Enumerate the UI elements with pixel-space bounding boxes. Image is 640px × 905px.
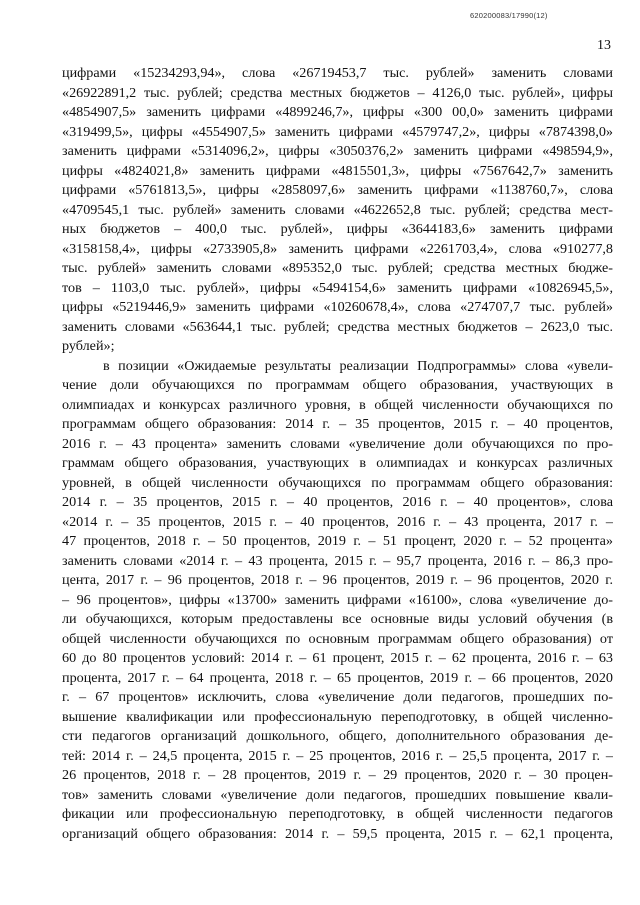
- text-line: рублей»;: [62, 338, 115, 354]
- text-line: «2014 г. – 35 процентов, 2015 г. – 40 процентов, 2016 г. – 43 процента, 2017 г. –: [62, 513, 613, 530]
- text-line: г. – 67 процентов» исключить, слова «увеличение доли педагогов, прошедших по-: [62, 689, 613, 705]
- text-line: вышение квалификации или профессиональную переподготовку, в общей численно-: [62, 708, 613, 725]
- document-code: 620200083/17990(12): [470, 11, 548, 20]
- text-line: цента, 2017 г. – 96 процентов, 2018 г. – 96 процентов, 2019 г. – 96 процентов, 2020 г.: [62, 572, 613, 588]
- text-line: ных бюджетов – 400,0 тыс. рублей», цифры «3644183,6» заменить цифрами: [62, 221, 613, 237]
- text-line: цифрами «5761813,5», цифры «2858097,6» заменить цифрами «1138760,7», слова: [62, 182, 613, 198]
- text-line: тей: 2014 г. – 24,5 процента, 2015 г. – 25 процентов, 2016 г. – 25,5 процента, 2017 г. –: [62, 747, 613, 764]
- document-body: [62, 64, 613, 844]
- paragraph-start-line: в позиции «Ожидаемые результаты реализации Подпрограммы» слова «увели-: [103, 357, 613, 374]
- text-line: граммам общего образования, участвующих в олимпиадах и конкурсах различных: [62, 455, 613, 471]
- text-line: 26 процентов, 2018 г. – 28 процентов, 2019 г. – 29 процентов, 2020 г. – 30 процен-: [62, 767, 613, 783]
- text-line: сти педагогов организаций дошкольного, общего, дополнительного образования де-: [62, 728, 613, 744]
- text-line: организаций общего образования: 2014 г. – 59,5 процента, 2015 г. – 62,1 процента,: [62, 825, 613, 842]
- text-line: чение доли обучающихся по программам общего образования, участвующих в: [62, 377, 613, 393]
- text-line: общей численности обучающихся по основным программам общего образования) от: [62, 630, 613, 647]
- text-line: заменить цифрами «5314096,2», цифры «3050376,2» заменить цифрами «498594,9»,: [62, 143, 613, 159]
- text-line: процента, 2017 г. – 64 процента, 2018 г. – 65 процентов, 2019 г. – 66 процентов, 2020: [62, 669, 613, 686]
- text-line: фикации или профессиональную переподготовку, в общей численности педагогов: [62, 806, 613, 822]
- text-line: «319499,5», цифры «4554907,5» заменить цифрами «4579747,2», цифры «7874398,0»: [62, 123, 613, 140]
- text-line: программам общего образования: 2014 г. – 35 процентов, 2015 г. – 40 процентов,: [62, 416, 613, 432]
- text-line: заменить словами «2014 г. – 43 процента, 2015 г. – 95,7 процента, 2016 г. – 86,3 про-: [62, 552, 613, 569]
- text-line: 2014 г. – 35 процентов, 2015 г. – 40 процентов, 2016 г. – 40 процентов», слова: [62, 494, 613, 510]
- text-line: цифрами «15234293,94», слова «26719453,7 тыс. рублей» заменить словами: [62, 65, 613, 81]
- text-line: «4854907,5» заменить цифрами «4899246,7», цифры «300 00,0» заменить цифрами: [62, 104, 613, 120]
- text-line: уровней, в общей численности обучающихся по программам общего образования:: [62, 474, 613, 491]
- text-line: цифры «4824021,8» заменить цифрами «4815501,3», цифры «7567642,7» заменить: [62, 162, 613, 179]
- text-line: «4709545,1 тыс. рублей» заменить словами «4622652,8 тыс. рублей; средства мест-: [62, 201, 613, 218]
- text-line: 60 до 80 процентов условий: 2014 г. – 61 процент, 2015 г. – 62 процента, 2016 г. – 63: [62, 650, 613, 666]
- text-line: заменить словами «563644,1 тыс. рублей; средства местных бюджетов – 2623,0 тыс.: [62, 318, 613, 335]
- text-line: – 96 процентов», цифры «13700» заменить цифрами «16100», слова «увеличение до-: [62, 591, 613, 608]
- page-number: 13: [597, 38, 611, 53]
- text-line: 2016 г. – 43 процента» заменить словами «увеличение доли обучающихся по про-: [62, 435, 613, 452]
- text-line: цифры «5219446,9» заменить цифрами «10260678,4», слова «274707,7 тыс. рублей»: [62, 299, 613, 315]
- text-line: 47 процентов, 2018 г. – 50 процентов, 2019 г. – 51 процент, 2020 г. – 52 процента»: [62, 533, 613, 549]
- text-line: олимпиадах и конкурсах различного уровня, в общей численности обучающихся по: [62, 396, 613, 413]
- text-line: «26922891,2 тыс. рублей; средства местных бюджетов – 4126,0 тыс. рублей», цифры: [62, 84, 613, 101]
- text-line: тыс. рублей» заменить словами «895352,0 тыс. рублей; средства местных бюдже-: [62, 260, 613, 276]
- text-line: тов» заменить словами «увеличение доли педагогов, прошедших повышение квали-: [62, 786, 613, 803]
- text-line: «3158158,4», цифры «2733905,8» заменить цифрами «2261703,4», слова «910277,8: [62, 240, 613, 257]
- text-line: тов – 1103,0 тыс. рублей», цифры «5494154,6» заменить цифрами «10826945,5»,: [62, 279, 613, 296]
- text-line: ли обучающихся, которым предоставлены все основные виды условий обучения (в: [62, 611, 613, 627]
